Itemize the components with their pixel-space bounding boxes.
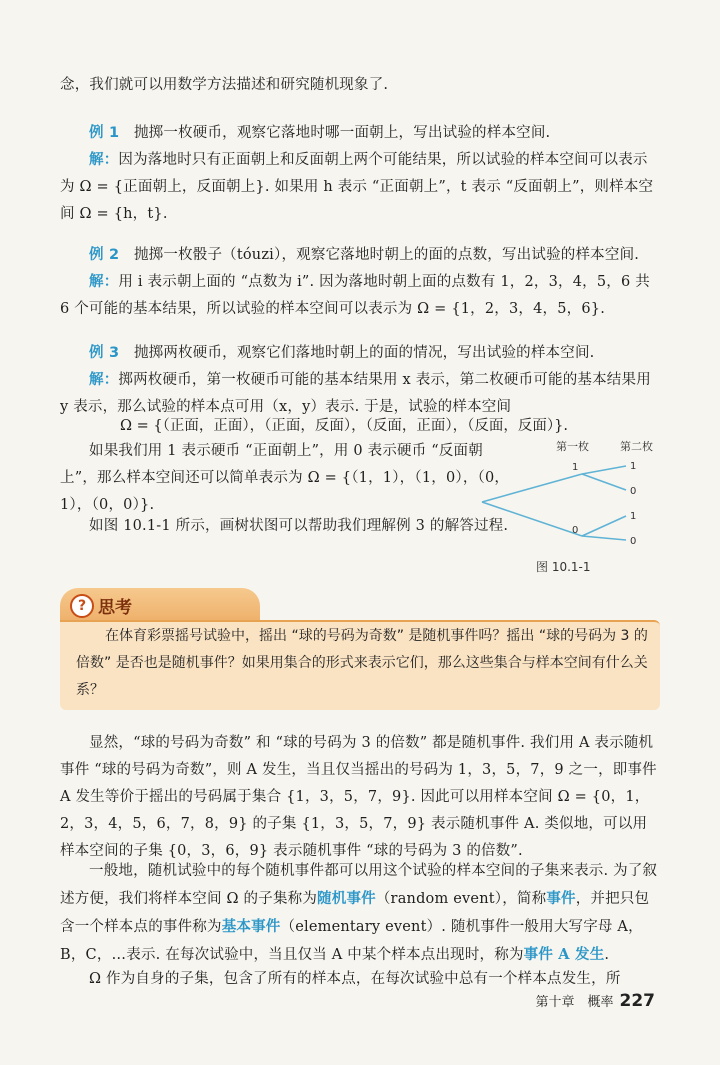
tree-branches <box>478 436 668 556</box>
leaf-3: 1 <box>630 511 637 522</box>
term-event: 事件 <box>546 890 576 907</box>
paragraph-last: Ω 作为自身的子集，包含了所有的样本点，在每次试验中总有一个样本点发生，所 <box>89 971 621 987</box>
question-mark-icon: ? <box>70 594 94 618</box>
branch-root-to-1 <box>482 474 582 502</box>
tree-diagram <box>478 436 668 586</box>
figure-caption: 图 10.1-1 <box>536 560 591 574</box>
column-head-second: 第二枚 <box>620 440 653 453</box>
term-elementary-event: 基本事件 <box>221 918 281 935</box>
example-2-solution <box>60 269 660 323</box>
example-3-paragraph-3: 如图 10.1-1 所示，画树状图可以帮助我们理解例 3 的解答过程. <box>89 518 509 534</box>
example-3-question <box>60 340 660 367</box>
def-text-3: ，并把只包含一个样本点的事件称为 <box>60 891 650 935</box>
solution-label: 解： <box>89 274 119 290</box>
solution-label: 解： <box>89 152 119 168</box>
example-2-label: 例 2 <box>89 247 120 263</box>
page-number: 227 <box>619 991 655 1011</box>
think-text: 在体育彩票摇号试验中，摇出 “球的号码为奇数” 是随机事件吗？摇出 “球的号码为 3 的倍数” 是否也是随机事件？如果用集合的形式来表示它们，那么这些集合与样本空间有什么关系？ <box>76 628 648 698</box>
term-event-a-occurs: 事件 A 发生 <box>523 946 605 963</box>
branch-0-to-1 <box>582 516 626 536</box>
example-1-text: 抛掷一枚硬币，观察它落地时哪一面朝上，写出试验的样本空间. <box>133 125 551 141</box>
paragraph-random-events: 显然，“球的号码为奇数” 和 “球的号码为 3 的倍数” 都是随机事件. 我们用 A 表示随机事件 “球的号码为奇数”，则 A 发生，当且仅当摇出的号码为 1，3，5，7，9 之一，即事件 A 发生等价于摇出的号码属于集合 {1，3，5，7，9}. 因此可以用样本空间 Ω = {0，1，2，3，4，5，6，7，8，9} 的子集 {1，3，5，7，9} 表示随机事件 A. 类似地，可以用样本空间的子集 {0，3，6，9} 表示随机事件 “球的号码为 3 的倍数”. <box>60 735 657 859</box>
node-first-1: 1 <box>572 462 579 473</box>
page-footer <box>535 991 655 1011</box>
def-text-2: （random event），简称 <box>375 891 547 907</box>
def-text-5: . <box>604 947 610 963</box>
example-1-question <box>60 120 660 147</box>
example-2-question <box>60 242 660 269</box>
def-text-1: 一般地，随机试验中的每个随机事件都可以用这个试验的样本空间的子集来表示. 为了叙述方便，我们将样本空间 Ω 的子集称为 <box>60 863 658 907</box>
paragraph-intro: 念，我们就可以用数学方法描述和研究随机现象了. <box>60 77 389 93</box>
column-head-first: 第一枚 <box>556 440 589 453</box>
branch-0-to-0 <box>582 536 626 540</box>
branch-1-to-0 <box>582 474 626 490</box>
example-2-solution-text: 用 i 表示朝上面的 “点数为 i”. 因为落地时朝上面的点数有 1，2，3，4，5，6 共 6 个可能的基本结果，所以试验的样本空间可以表示为 Ω = {1，2，3，4，5，6}. <box>60 274 650 317</box>
example-1-label: 例 1 <box>89 125 120 141</box>
branch-1-to-1 <box>582 466 626 474</box>
example-1-solution-text: 因为落地时只有正面朝上和反面朝上两个可能结果，所以试验的样本空间可以表示为 Ω = {正面朝上，反面朝上}. 如果用 h 表示 “正面朝上”，t 表示 “反面朝上”，则样本空间 Ω = {h，t}. <box>60 152 654 222</box>
example-2-text: 抛掷一枚骰子（tóuzi），观察它落地时朝上的面的点数，写出试验的样本空间. <box>133 247 640 263</box>
chapter-title: 第十章 概率 <box>535 995 614 1010</box>
sample-space-formula: Ω = {（正面，正面），（正面，反面），（反面，正面），（反面，反面）}. <box>120 418 568 434</box>
solution-label: 解： <box>89 372 119 388</box>
leaf-4: 0 <box>630 536 637 547</box>
branch-root-to-0 <box>482 502 582 536</box>
leaf-2: 0 <box>630 486 637 497</box>
term-random-event: 随机事件 <box>317 890 376 907</box>
example-3-label: 例 3 <box>89 345 120 361</box>
example-3-text: 抛掷两枚硬币，观察它们落地时朝上的面的情况，写出试验的样本空间. <box>133 345 595 361</box>
example-1-solution <box>60 147 660 228</box>
example-3-paragraph-2: 如果我们用 1 表示硬币 “正面朝上”，用 0 表示硬币 “反面朝上”，那么样本空间还可以简单表示为 Ω = {（1，1），（1，0），（0，1），（0，0）}. <box>60 443 510 513</box>
node-first-0: 0 <box>572 525 579 536</box>
paragraph-definition <box>60 858 660 969</box>
leaf-1: 1 <box>630 461 637 472</box>
def-text-4: （elementary event）. 随机事件一般用大写字母 A，B，C，…表示. 在每次试验中，当且仅当 A 中某个样本点出现时，称为 <box>60 919 643 963</box>
think-title: 思考 <box>98 598 132 618</box>
example-3-solution-text: 掷两枚硬币，第一枚硬币可能的基本结果用 x 表示，第二枚硬币可能的基本结果用 y 表示，那么试验的样本点可用（x，y）表示. 于是，试验的样本空间 <box>60 372 651 415</box>
